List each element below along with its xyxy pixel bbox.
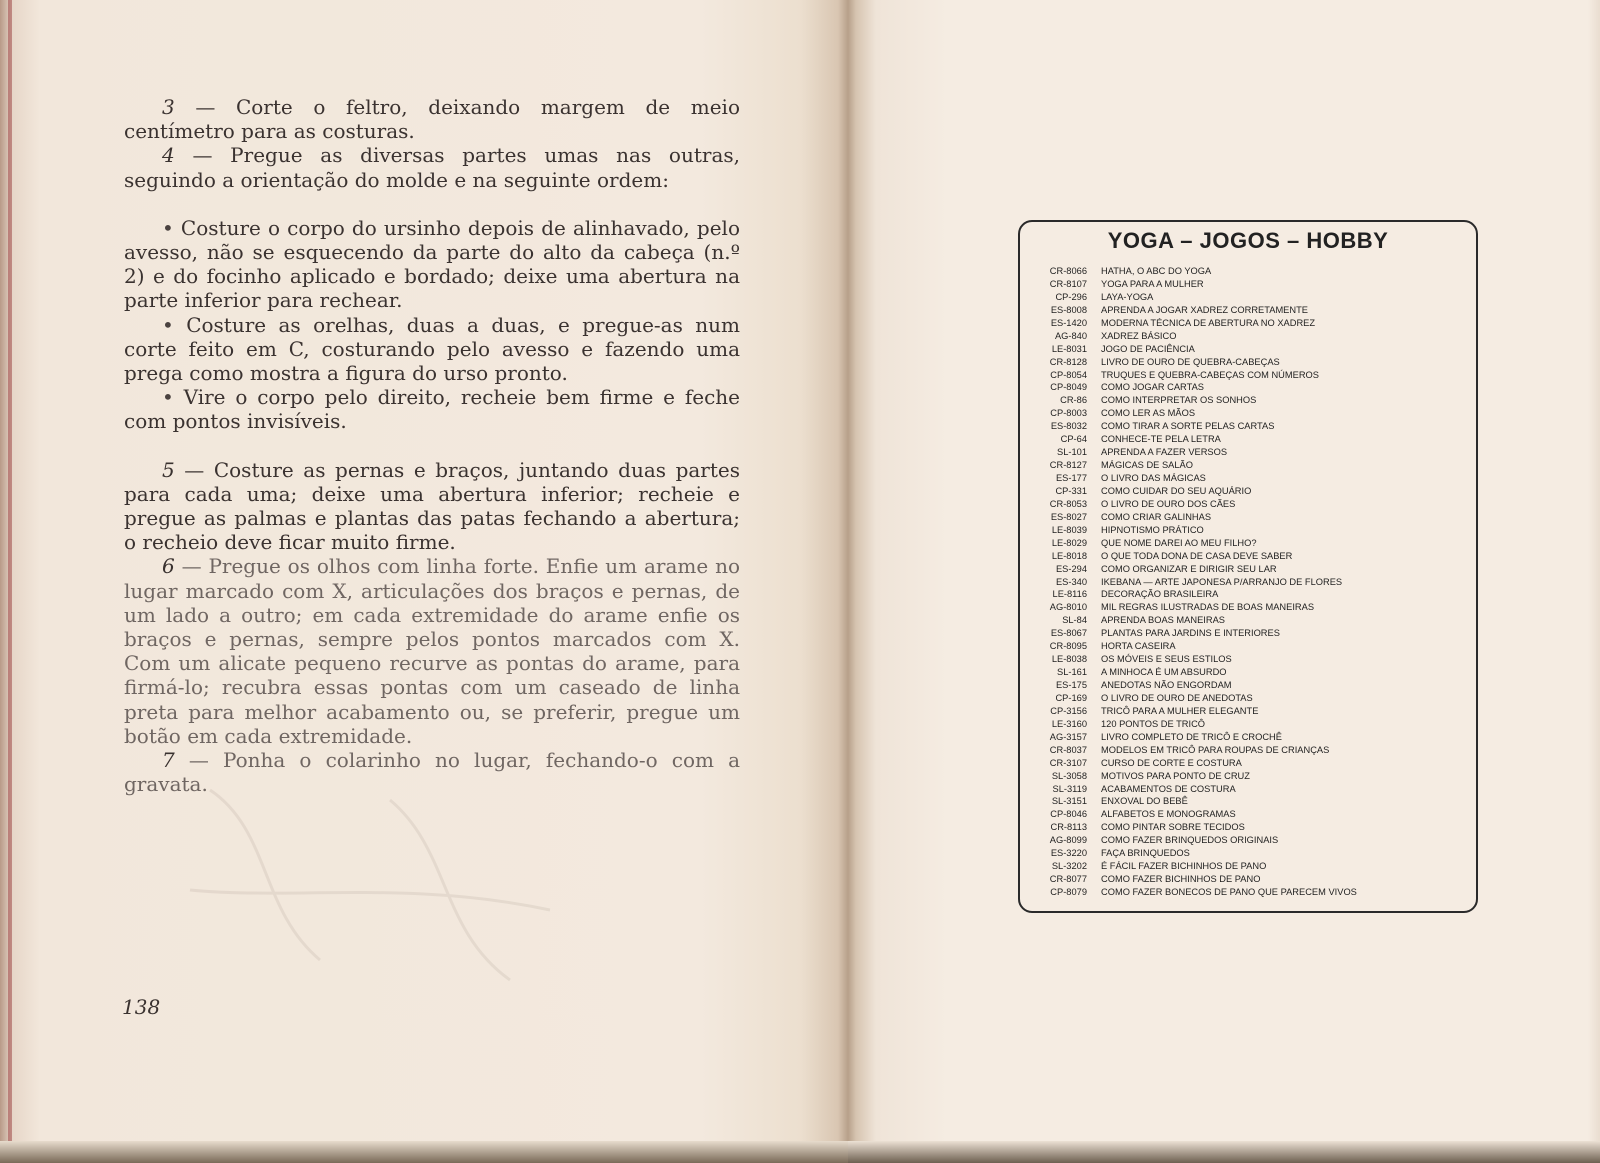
book-code: ES-8027: [1050, 511, 1087, 522]
show-through-figure: [150, 770, 570, 1000]
book-title: MODERNA TÉCNICA DE ABERTURA NO XADREZ: [1101, 317, 1316, 328]
list-item: [1048, 640, 1357, 653]
book-title: COMO CUIDAR DO SEU AQUÁRIO: [1101, 485, 1252, 496]
book-code: AG-3157: [1049, 731, 1087, 742]
book-code: SL-3119: [1052, 783, 1087, 794]
list-item: [1048, 783, 1357, 796]
book-title: O QUE TODA DONA DE CASA DEVE SABER: [1101, 550, 1293, 561]
book-code: CP-8046: [1050, 809, 1087, 820]
book-title: É FÁCIL FAZER BICHINHOS DE PANO: [1101, 861, 1267, 872]
book-code: CP-296: [1055, 291, 1087, 302]
paragraph-3: [124, 95, 740, 143]
book-code: LE-8116: [1052, 589, 1087, 600]
book-title: JOGO DE PACIÊNCIA: [1101, 343, 1195, 354]
book-code: CR-8095: [1049, 641, 1087, 652]
book-code: ES-177: [1055, 473, 1087, 483]
book-title: IKEBANA — ARTE JAPONESA P/ARRANJO DE FLORES: [1101, 576, 1343, 587]
list-item: [1048, 433, 1357, 446]
paragraph-text: — Costure as pernas e braços, juntando duas partes para cada uma; deixe uma abertura inferior; recheie e pregue as palmas e plantas das patas fechando a abertura; o recheio deve ficar muito firme.: [124, 457, 740, 555]
book-title: LIVRO COMPLETO DE TRICÔ E CROCHÊ: [1101, 731, 1282, 742]
book-code: ES-175: [1055, 680, 1087, 690]
book-code: LE-3160: [1051, 718, 1087, 729]
book-code: ES-3220: [1050, 848, 1087, 859]
list-item: [1048, 317, 1357, 330]
list-item: [1048, 304, 1357, 317]
list-item: [1048, 834, 1357, 847]
book-title: HORTA CASEIRA: [1101, 641, 1176, 652]
paragraph-5: [124, 458, 740, 555]
book-code: ES-8067: [1050, 628, 1087, 639]
book-code: CR-8113: [1050, 822, 1087, 833]
list-item: [1048, 821, 1357, 834]
book-title: MIL REGRAS ILUSTRADAS DE BOAS MANEIRAS: [1101, 602, 1315, 613]
bullet-paragraph: [124, 385, 740, 433]
list-item: [1048, 330, 1357, 343]
step-number: 5: [162, 457, 175, 482]
list-item: [1048, 420, 1357, 433]
list-item: [1048, 394, 1357, 407]
book-title: OS MÓVEIS E SEUS ESTILOS: [1101, 654, 1232, 665]
catalog-title: YOGA – JOGOS – HOBBY: [1107, 228, 1389, 253]
page-bottom-shadow: [0, 1141, 848, 1163]
list-item: [1048, 770, 1357, 783]
book-title: COMO LER AS MÃOS: [1101, 408, 1196, 419]
step-number: 4: [162, 143, 175, 168]
paragraph-4: [124, 143, 740, 191]
paragraph-text: Costure as orelhas, duas a duas, e pregue-as num corte feito em C, costurando pelo avesso e fazendo uma prega como mostra a figura do urso pronto.: [124, 312, 740, 386]
book-code: SL-3202: [1051, 861, 1087, 872]
paragraph-text: — Pregue os olhos com linha forte. Enfie um arame no lugar marcado com X, articulações dos braços e pernas, de um lado a outro; em cada extremidade do arame enfie os braços e pernas, sempre pelos pontos marcados com X. Com um alicate pequeno recurve as pontas do arame, para firmá-lo; recubra essas pontas com um caseado de linha preta para melhor acabamento ou, se preferir, pregue um botão em cada extremidade.: [124, 554, 740, 748]
book-title: COMO FAZER BICHINHOS DE PANO: [1101, 874, 1261, 885]
book-code: CR-8128: [1049, 356, 1087, 367]
list-item: [1048, 860, 1357, 873]
book-title: MOTIVOS PARA PONTO DE CRUZ: [1101, 770, 1250, 781]
book-code: AG-840: [1054, 330, 1087, 341]
book-code: LE-8038: [1051, 654, 1087, 665]
book-code: ES-8008: [1050, 304, 1087, 315]
book-title: ALFABETOS E MONOGRAMAS: [1101, 809, 1236, 820]
list-item: [1048, 744, 1357, 757]
book-code: CR-8053: [1049, 498, 1087, 509]
list-item: [1048, 679, 1357, 692]
list-item: [1048, 381, 1357, 394]
book-title: ACABAMENTOS DE COSTURA: [1101, 783, 1236, 794]
list-item: [1048, 705, 1357, 718]
book-code: SL-3058: [1051, 770, 1087, 781]
list-item: [1048, 601, 1357, 614]
catalog-box: [1018, 220, 1478, 913]
book-title: COMO ORGANIZAR E DIRIGIR SEU LAR: [1101, 563, 1277, 574]
paragraph-6: [124, 554, 740, 748]
list-item: [1048, 511, 1357, 524]
book-title: COMO FAZER BRINQUEDOS ORIGINAIS: [1101, 835, 1279, 846]
page-bottom-shadow: [848, 1141, 1600, 1163]
book-title: APRENDA A JOGAR XADREZ CORRETAMENTE: [1101, 304, 1308, 315]
book-code: CP-169: [1055, 692, 1087, 703]
paragraph-text: — Pregue as diversas partes umas nas outras, seguindo a orientação do molde e na seguinte ordem:: [124, 143, 740, 192]
list-item: [1048, 847, 1357, 860]
list-item: [1048, 627, 1357, 640]
paragraph-7: [124, 748, 740, 796]
list-item: [1048, 446, 1357, 459]
book-code: LE-8029: [1051, 537, 1087, 548]
book-title: COMO PINTAR SOBRE TECIDOS: [1101, 822, 1245, 833]
list-item: [1048, 485, 1357, 498]
book-code: CR-8037: [1049, 744, 1087, 755]
list-item: [1048, 653, 1357, 666]
book-title: LIVRO DE OURO DE QUEBRA-CABEÇAS: [1101, 356, 1280, 367]
book-title: TRUQUES E QUEBRA-CABEÇAS COM NÚMEROS: [1101, 369, 1319, 380]
book-code: SL-101: [1057, 447, 1087, 458]
page-edge: [8, 0, 12, 1163]
list-item: [1048, 757, 1357, 770]
book-title: A MINHOCA É UM ABSURDO: [1101, 667, 1227, 678]
list-item: [1048, 588, 1357, 601]
book-code: SL-3151: [1051, 796, 1087, 807]
book-title: O LIVRO DE OURO DOS CÃES: [1101, 498, 1236, 509]
list-item: [1048, 550, 1357, 563]
list-item: [1048, 537, 1357, 550]
step-number: 6: [162, 554, 175, 579]
book-code: CP-64: [1060, 434, 1087, 445]
book-title: MODELOS EM TRICÔ PARA ROUPAS DE CRIANÇAS: [1101, 744, 1330, 755]
book-title: COMO CRIAR GALINHAS: [1101, 511, 1212, 522]
book-title: COMO FAZER BONECOS DE PANO QUE PARECEM VIVOS: [1101, 887, 1357, 897]
list-item: [1048, 666, 1357, 679]
book-title: HIPNOTISMO PRÁTICO: [1101, 524, 1204, 535]
list-item: [1048, 692, 1357, 705]
book-title: APRENDA BOAS MANEIRAS: [1101, 615, 1225, 626]
book-code: CP-8003: [1050, 408, 1087, 419]
book-code: LE-8018: [1051, 550, 1087, 561]
book-code: CP-331: [1055, 485, 1087, 496]
book-code: CP-8079: [1050, 887, 1087, 897]
list-item: [1048, 808, 1357, 821]
list-item: [1048, 524, 1357, 537]
book-code: CP-8054: [1050, 369, 1087, 380]
book-title: PLANTAS PARA JARDINS E INTERIORES: [1101, 628, 1280, 639]
bullet-icon: •: [162, 312, 174, 337]
book-title: 120 PONTOS DE TRICÔ: [1101, 718, 1206, 729]
paragraph-text: — Corte o feltro, deixando margem de meio centímetro para as costuras.: [124, 95, 740, 144]
list-item: [1048, 731, 1357, 744]
step-number: 7: [162, 748, 175, 773]
list-item: [1048, 576, 1357, 589]
book-code: CR-3107: [1049, 757, 1087, 768]
bullet-icon: •: [162, 215, 174, 240]
list-item: [1048, 459, 1357, 472]
book-title: CURSO DE CORTE E COSTURA: [1101, 757, 1242, 768]
list-item: [1048, 278, 1357, 291]
book-code: AG-8010: [1049, 602, 1087, 613]
list-item: [1048, 498, 1357, 511]
book-title: APRENDA A FAZER VERSOS: [1101, 447, 1228, 458]
book-title: CONHECE-TE PELA LETRA: [1101, 434, 1221, 445]
paragraph-text: Costure o corpo do ursinho depois de alinhavado, pelo avesso, não se esquecendo da parte do alto da cabeça (n.º 2) e do focinho aplicado e bordado; deixe uma abertura na parte inferior para rechear.: [124, 215, 740, 313]
book-code: AG-8099: [1049, 835, 1087, 846]
book-title: FAÇA BRINQUEDOS: [1101, 848, 1190, 859]
book-title: COMO INTERPRETAR OS SONHOS: [1101, 395, 1257, 406]
page-number: 138: [122, 995, 161, 1019]
book-title: LAYA-YOGA: [1101, 291, 1154, 302]
list-item: [1048, 291, 1357, 304]
list-item: [1048, 563, 1357, 576]
list-item: [1048, 356, 1357, 369]
book-code: CR-8107: [1049, 278, 1087, 289]
book-code: CR-8127: [1049, 460, 1087, 471]
bullet-icon: •: [162, 385, 174, 410]
book-code: SL-84: [1062, 615, 1087, 626]
bullet-paragraph: [124, 313, 740, 386]
book-title: COMO JOGAR CARTAS: [1101, 382, 1204, 393]
book-code: CR-86: [1060, 395, 1087, 406]
list-item: [1048, 369, 1357, 382]
book-title: HATHA, O ABC DO YOGA: [1101, 266, 1212, 276]
book-title: MÁGICAS DE SALÃO: [1101, 460, 1193, 471]
book-title: DECORAÇÃO BRASILEIRA: [1101, 589, 1219, 600]
catalog-list: [1048, 265, 1357, 899]
book-code: CP-8049: [1050, 382, 1087, 393]
book-title: COMO TIRAR A SORTE PELAS CARTAS: [1101, 421, 1275, 432]
paragraph-text: Vire o corpo pelo direito, recheie bem firme e feche com pontos invisíveis.: [124, 385, 740, 434]
book-code: ES-294: [1055, 563, 1087, 574]
list-item: [1048, 265, 1357, 278]
book-code: LE-8031: [1051, 343, 1087, 354]
bullet-paragraph: [124, 216, 740, 313]
step-number: 3: [162, 95, 175, 119]
list-item: [1048, 873, 1357, 886]
paragraph-text: — Ponha o colarinho no lugar, fechando-o com a gravata.: [124, 748, 740, 797]
list-item: [1048, 472, 1357, 485]
list-item: [1048, 886, 1357, 899]
book-code: ES-340: [1055, 576, 1087, 587]
list-item: [1048, 343, 1357, 356]
book-code: SL-161: [1057, 667, 1087, 678]
book-code: CR-8066: [1049, 266, 1087, 276]
list-item: [1048, 614, 1357, 627]
list-item: [1048, 795, 1357, 808]
book-code: ES-8032: [1050, 421, 1087, 432]
book-title: QUE NOME DAREI AO MEU FILHO?: [1101, 537, 1257, 548]
book-title: O LIVRO DAS MÁGICAS: [1101, 473, 1206, 483]
book-title: ENXOVAL DO BEBÊ: [1101, 796, 1188, 807]
book-title: TRICÔ PARA A MULHER ELEGANTE: [1101, 705, 1259, 716]
book-title: YOGA PARA A MULHER: [1101, 278, 1204, 289]
list-item: [1048, 718, 1357, 731]
book-code: ES-1420: [1050, 317, 1087, 328]
book-code: LE-8039: [1051, 524, 1087, 535]
book-title: O LIVRO DE OURO DE ANEDOTAS: [1101, 692, 1253, 703]
book-code: CR-8077: [1049, 874, 1087, 885]
book-title: ANEDOTAS NÃO ENGORDAM: [1101, 680, 1232, 690]
book-title: XADREZ BÁSICO: [1101, 330, 1177, 341]
list-item: [1048, 407, 1357, 420]
instructions-text: [124, 95, 740, 796]
book-code: CP-3156: [1050, 705, 1087, 716]
